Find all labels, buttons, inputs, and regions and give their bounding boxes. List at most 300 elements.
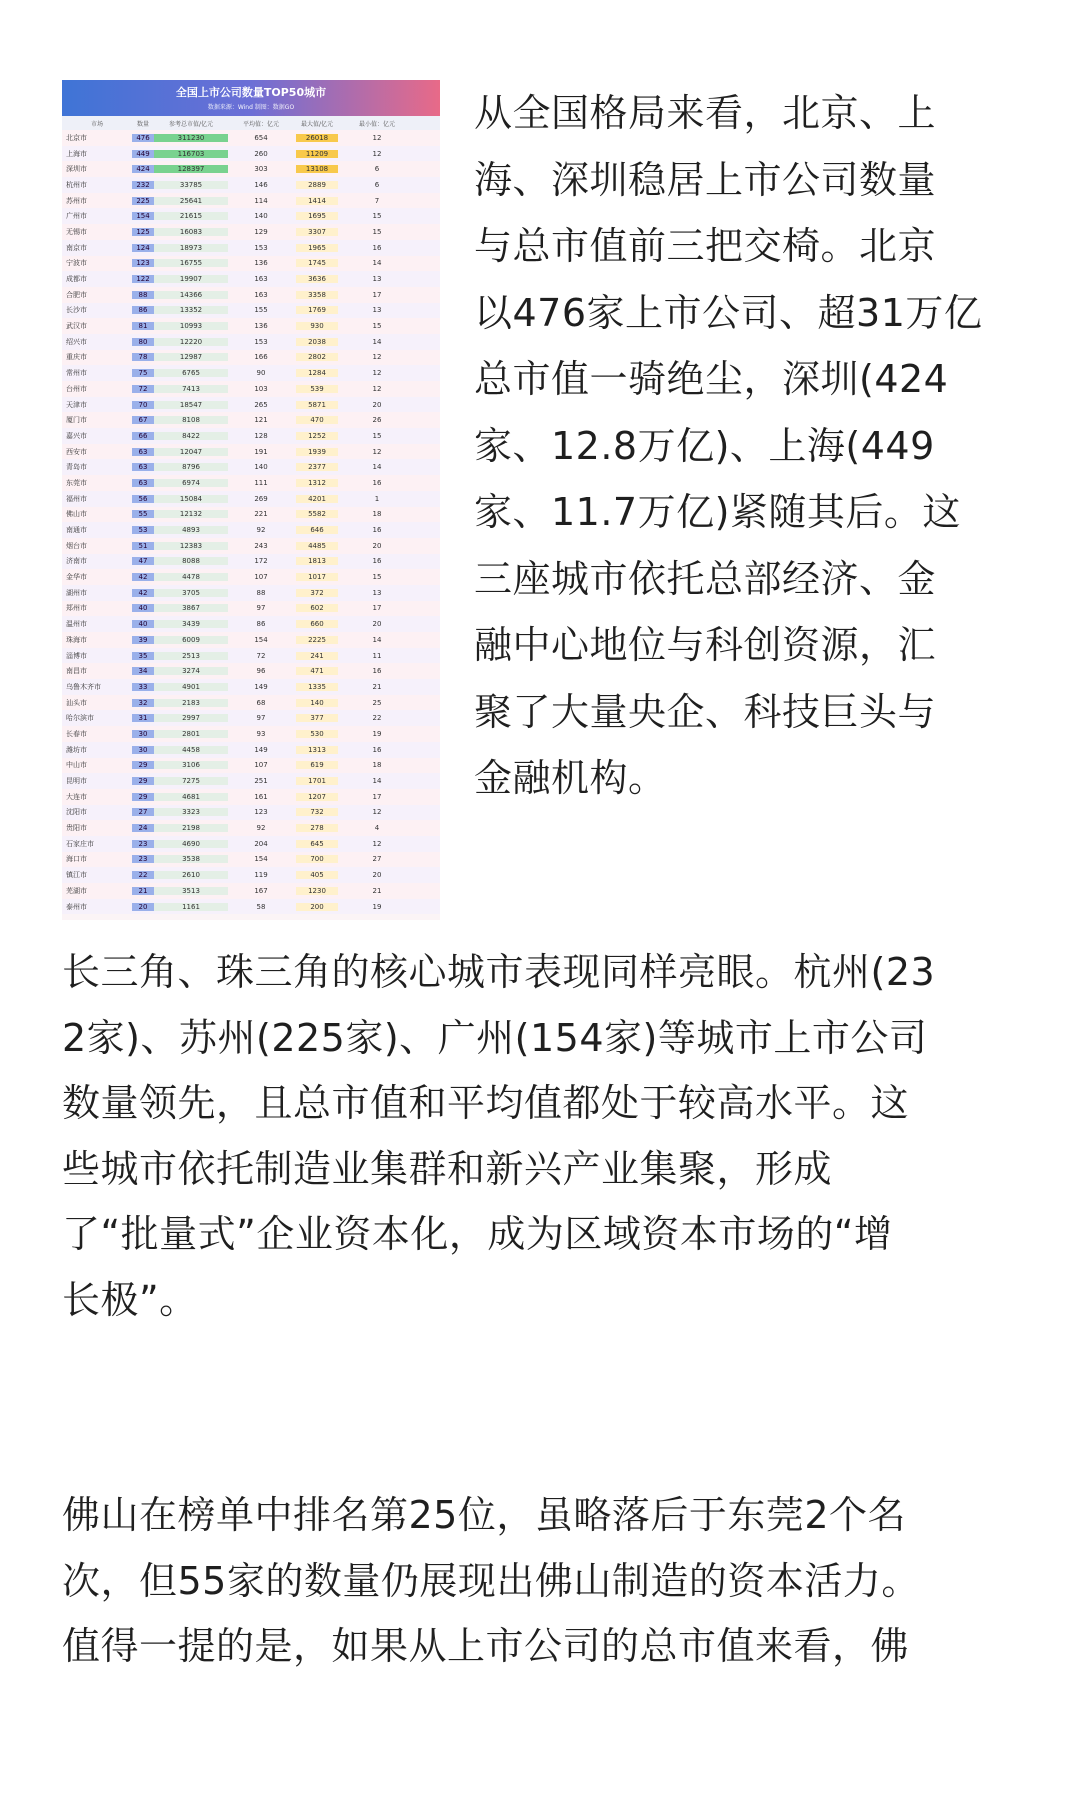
total-cap-cell: 2801 bbox=[154, 730, 228, 738]
min-cell: 12 bbox=[372, 369, 382, 378]
max-cell: 1745 bbox=[296, 259, 338, 267]
total-cap-cell: 3705 bbox=[154, 589, 228, 597]
average-cell: 154 bbox=[254, 855, 268, 864]
max-cell: 646 bbox=[296, 526, 338, 534]
city-cell: 杭州市 bbox=[66, 180, 87, 189]
city-cell: 东莞市 bbox=[66, 478, 87, 487]
city-cell: 珠海市 bbox=[66, 635, 87, 644]
count-cell: 476 bbox=[132, 134, 154, 142]
max-cell: 372 bbox=[296, 589, 338, 597]
average-cell: 303 bbox=[254, 165, 268, 174]
total-cap-cell: 311230 bbox=[154, 134, 228, 142]
table-row bbox=[62, 852, 440, 868]
table-subtitle: 数据来源：Wind 制图：数据GO bbox=[207, 104, 295, 111]
table-row bbox=[62, 569, 440, 585]
count-cell: 125 bbox=[132, 228, 154, 236]
average-cell: 140 bbox=[254, 463, 268, 472]
min-cell: 12 bbox=[372, 447, 382, 456]
average-cell: 167 bbox=[254, 886, 268, 895]
average-cell: 123 bbox=[254, 808, 268, 817]
total-cap-cell: 116703 bbox=[154, 150, 228, 158]
table-row bbox=[62, 726, 440, 742]
city-cell: 金华市 bbox=[66, 573, 87, 582]
total-cap-cell: 2610 bbox=[154, 871, 228, 879]
total-cap-cell: 19907 bbox=[154, 275, 228, 283]
total-cap-cell: 4901 bbox=[154, 683, 228, 691]
count-cell: 123 bbox=[132, 259, 154, 267]
text-line: 些城市依托制造业集群和新兴产业集聚，形成 bbox=[62, 1146, 833, 1191]
col-max: 最大值/亿元 bbox=[300, 120, 334, 128]
count-cell: 47 bbox=[132, 557, 154, 565]
max-cell: 377 bbox=[296, 714, 338, 722]
text-line: 金融机构。 bbox=[474, 756, 667, 800]
total-cap-cell: 6765 bbox=[154, 369, 228, 377]
city-cell: 北京市 bbox=[66, 133, 87, 142]
city-cell: 泰州市 bbox=[66, 902, 87, 911]
table-row bbox=[62, 883, 440, 899]
max-cell: 1335 bbox=[296, 683, 338, 691]
min-cell: 15 bbox=[372, 322, 382, 331]
total-cap-cell: 8796 bbox=[154, 463, 228, 471]
max-cell: 619 bbox=[296, 761, 338, 769]
table-row bbox=[62, 554, 440, 570]
count-cell: 78 bbox=[132, 353, 154, 361]
city-cell: 深圳市 bbox=[66, 165, 87, 174]
text-line: 家、11.7万亿)紧随其后。这 bbox=[474, 490, 961, 534]
average-cell: 163 bbox=[254, 275, 268, 284]
city-cell: 淄博市 bbox=[66, 651, 87, 660]
article-paragraph-3 bbox=[62, 1483, 1022, 1680]
table-row bbox=[62, 679, 440, 695]
city-cell: 上海市 bbox=[66, 149, 87, 158]
col-count: 数量 bbox=[136, 120, 149, 128]
city-cell: 石家庄市 bbox=[66, 839, 94, 848]
city-cell: 南通市 bbox=[66, 526, 87, 535]
average-cell: 243 bbox=[254, 541, 268, 550]
table-row bbox=[62, 193, 440, 209]
text-line: 海、深圳稳居上市公司数量 bbox=[474, 157, 937, 202]
average-cell: 163 bbox=[254, 290, 268, 299]
min-cell: 14 bbox=[372, 635, 382, 644]
max-cell: 930 bbox=[296, 322, 338, 330]
max-cell: 732 bbox=[296, 808, 338, 816]
average-cell: 153 bbox=[254, 243, 268, 252]
min-cell: 12 bbox=[372, 808, 382, 817]
text-line: 值得一提的是，如果从上市公司的总市值来看，佛 bbox=[62, 1624, 910, 1668]
max-cell: 241 bbox=[296, 652, 338, 660]
total-cap-cell: 12383 bbox=[154, 542, 228, 550]
table-row bbox=[62, 475, 440, 491]
max-cell: 1017 bbox=[296, 573, 338, 581]
table-row bbox=[62, 601, 440, 617]
average-cell: 221 bbox=[254, 510, 268, 519]
max-cell: 11209 bbox=[296, 150, 338, 158]
min-cell: 22 bbox=[372, 714, 382, 723]
max-cell: 660 bbox=[296, 620, 338, 628]
total-cap-cell: 7275 bbox=[154, 777, 228, 785]
average-cell: 119 bbox=[254, 871, 268, 880]
count-cell: 34 bbox=[132, 667, 154, 675]
max-cell: 1252 bbox=[296, 432, 338, 440]
average-cell: 114 bbox=[254, 196, 268, 205]
article-paragraph-1 bbox=[474, 80, 1022, 812]
city-cell: 湖州市 bbox=[66, 588, 87, 597]
top50-table-image bbox=[62, 80, 440, 920]
min-cell: 13 bbox=[372, 588, 382, 597]
table-row bbox=[62, 507, 440, 523]
min-cell: 6 bbox=[374, 180, 380, 189]
max-cell: 4485 bbox=[296, 542, 338, 550]
average-cell: 97 bbox=[256, 714, 266, 723]
max-cell: 2802 bbox=[296, 353, 338, 361]
max-cell: 5871 bbox=[296, 401, 338, 409]
count-cell: 23 bbox=[132, 840, 154, 848]
total-cap-cell: 18547 bbox=[154, 401, 228, 409]
city-cell: 济南市 bbox=[66, 557, 87, 566]
count-cell: 39 bbox=[132, 636, 154, 644]
table-row bbox=[62, 773, 440, 789]
min-cell: 14 bbox=[372, 463, 382, 472]
text-line: 次，但55家的数量仍展现出佛山制造的资本活力。 bbox=[62, 1558, 920, 1603]
min-cell: 16 bbox=[372, 478, 382, 487]
max-cell: 2225 bbox=[296, 636, 338, 644]
max-cell: 471 bbox=[296, 667, 338, 675]
max-cell: 1701 bbox=[296, 777, 338, 785]
city-cell: 无锡市 bbox=[66, 227, 87, 236]
table-row bbox=[62, 444, 440, 460]
total-cap-cell: 12047 bbox=[154, 448, 228, 456]
table-row bbox=[62, 334, 440, 350]
count-cell: 72 bbox=[132, 385, 154, 393]
city-cell: 宁波市 bbox=[66, 259, 87, 268]
total-cap-cell: 8108 bbox=[154, 416, 228, 424]
max-cell: 1695 bbox=[296, 212, 338, 220]
city-cell: 沈阳市 bbox=[66, 808, 87, 817]
total-cap-cell: 12132 bbox=[154, 510, 228, 518]
count-cell: 80 bbox=[132, 338, 154, 346]
min-cell: 7 bbox=[374, 196, 380, 205]
average-cell: 191 bbox=[254, 447, 268, 456]
text-line: 长三角、珠三角的核心城市表现同样亮眼。杭州(23 bbox=[62, 950, 936, 994]
average-cell: 103 bbox=[254, 384, 268, 393]
average-cell: 96 bbox=[256, 667, 266, 676]
col-min: 最小值：亿元 bbox=[358, 120, 395, 128]
total-cap-cell: 12220 bbox=[154, 338, 228, 346]
min-cell: 21 bbox=[372, 682, 382, 691]
table-row bbox=[62, 381, 440, 397]
table-row bbox=[62, 758, 440, 774]
count-cell: 30 bbox=[132, 746, 154, 754]
total-cap-cell: 4458 bbox=[154, 746, 228, 754]
city-cell: 哈尔滨市 bbox=[66, 714, 94, 723]
average-cell: 149 bbox=[254, 682, 268, 691]
table-row bbox=[62, 789, 440, 805]
text-line: 聚了大量央企、科技巨头与 bbox=[474, 689, 937, 734]
max-cell: 1312 bbox=[296, 479, 338, 487]
count-cell: 55 bbox=[132, 510, 154, 518]
city-cell: 合肥市 bbox=[66, 290, 87, 299]
total-cap-cell: 4893 bbox=[154, 526, 228, 534]
count-cell: 66 bbox=[132, 432, 154, 440]
average-cell: 154 bbox=[254, 635, 268, 644]
min-cell: 4 bbox=[374, 824, 380, 833]
total-cap-cell: 3274 bbox=[154, 667, 228, 675]
text-line: 佛山在榜单中排名第25位，虽略落后于东莞2个名 bbox=[62, 1493, 907, 1537]
total-cap-cell: 7413 bbox=[154, 385, 228, 393]
total-cap-cell: 128397 bbox=[154, 165, 228, 173]
city-cell: 常州市 bbox=[66, 369, 87, 378]
table-header-banner bbox=[62, 80, 440, 116]
count-cell: 33 bbox=[132, 683, 154, 691]
total-cap-cell: 3513 bbox=[154, 887, 228, 895]
total-cap-cell: 6974 bbox=[154, 479, 228, 487]
city-cell: 昆明市 bbox=[66, 777, 87, 786]
min-cell: 26 bbox=[372, 416, 382, 425]
city-cell: 绍兴市 bbox=[66, 337, 87, 346]
count-cell: 27 bbox=[132, 808, 154, 816]
count-cell: 449 bbox=[132, 150, 154, 158]
max-cell: 1414 bbox=[296, 197, 338, 205]
total-cap-cell: 2513 bbox=[154, 652, 228, 660]
min-cell: 12 bbox=[372, 839, 382, 848]
min-cell: 15 bbox=[372, 227, 382, 236]
table-row bbox=[62, 805, 440, 821]
average-cell: 204 bbox=[254, 839, 268, 848]
min-cell: 1 bbox=[374, 494, 380, 503]
max-cell: 1230 bbox=[296, 887, 338, 895]
total-cap-cell: 3323 bbox=[154, 808, 228, 816]
city-cell: 青岛市 bbox=[66, 463, 87, 472]
average-cell: 166 bbox=[254, 353, 268, 362]
city-cell: 温州市 bbox=[66, 620, 87, 629]
count-cell: 124 bbox=[132, 244, 154, 252]
total-cap-cell: 3106 bbox=[154, 761, 228, 769]
text-line: 三座城市依托总部经济、金 bbox=[474, 556, 937, 601]
min-cell: 13 bbox=[372, 306, 382, 315]
city-cell: 芜湖市 bbox=[66, 886, 87, 895]
city-cell: 南昌市 bbox=[66, 667, 87, 676]
max-cell: 2038 bbox=[296, 338, 338, 346]
min-cell: 14 bbox=[372, 777, 382, 786]
average-cell: 68 bbox=[256, 698, 266, 707]
max-cell: 1813 bbox=[296, 557, 338, 565]
max-cell: 1965 bbox=[296, 244, 338, 252]
count-cell: 22 bbox=[132, 871, 154, 879]
average-cell: 140 bbox=[254, 212, 268, 221]
average-cell: 58 bbox=[256, 902, 266, 911]
total-cap-cell: 18973 bbox=[154, 244, 228, 252]
text-line: 长极”。 bbox=[62, 1277, 198, 1322]
total-cap-cell: 15084 bbox=[154, 495, 228, 503]
city-cell: 大连市 bbox=[66, 792, 87, 801]
count-cell: 24 bbox=[132, 824, 154, 832]
min-cell: 20 bbox=[372, 541, 382, 550]
max-cell: 200 bbox=[296, 903, 338, 911]
text-line: 与总市值前三把交椅。北京 bbox=[474, 224, 937, 268]
table-row bbox=[62, 350, 440, 366]
count-cell: 35 bbox=[132, 652, 154, 660]
max-cell: 602 bbox=[296, 604, 338, 612]
min-cell: 16 bbox=[372, 745, 382, 754]
city-cell: 汕头市 bbox=[66, 698, 87, 707]
total-cap-cell: 4690 bbox=[154, 840, 228, 848]
count-cell: 30 bbox=[132, 730, 154, 738]
min-cell: 15 bbox=[372, 212, 382, 221]
text-line: 2家)、苏州(225家)、广州(154家)等城市上市公司 bbox=[62, 1015, 928, 1060]
min-cell: 16 bbox=[372, 243, 382, 252]
city-cell: 长沙市 bbox=[66, 306, 87, 315]
table-row bbox=[62, 836, 440, 852]
table-row bbox=[62, 632, 440, 648]
average-cell: 149 bbox=[254, 745, 268, 754]
total-cap-cell: 14366 bbox=[154, 291, 228, 299]
table-row bbox=[62, 365, 440, 381]
city-cell: 西安市 bbox=[66, 447, 87, 456]
total-cap-cell: 6009 bbox=[154, 636, 228, 644]
average-cell: 153 bbox=[254, 337, 268, 346]
city-cell: 天津市 bbox=[66, 400, 87, 409]
table-row bbox=[62, 899, 440, 915]
city-cell: 中山市 bbox=[66, 761, 87, 770]
min-cell: 15 bbox=[372, 431, 382, 440]
count-cell: 29 bbox=[132, 793, 154, 801]
min-cell: 15 bbox=[372, 573, 382, 582]
count-cell: 424 bbox=[132, 165, 154, 173]
total-cap-cell: 10993 bbox=[154, 322, 228, 330]
min-cell: 17 bbox=[372, 604, 382, 613]
count-cell: 225 bbox=[132, 197, 154, 205]
average-cell: 88 bbox=[256, 588, 266, 597]
count-cell: 29 bbox=[132, 761, 154, 769]
count-cell: 122 bbox=[132, 275, 154, 283]
table-row bbox=[62, 648, 440, 664]
count-cell: 51 bbox=[132, 542, 154, 550]
table-row bbox=[62, 224, 440, 240]
count-cell: 75 bbox=[132, 369, 154, 377]
count-cell: 29 bbox=[132, 777, 154, 785]
average-cell: 107 bbox=[254, 761, 268, 770]
max-cell: 3307 bbox=[296, 228, 338, 236]
top-section bbox=[62, 80, 1022, 920]
table-row bbox=[62, 695, 440, 711]
min-cell: 21 bbox=[372, 886, 382, 895]
min-cell: 18 bbox=[372, 510, 382, 519]
col-total-cap: 参考总市值/亿元 bbox=[168, 120, 214, 128]
max-cell: 1769 bbox=[296, 306, 338, 314]
average-cell: 136 bbox=[254, 322, 268, 331]
total-cap-cell: 12987 bbox=[154, 353, 228, 361]
table-row bbox=[62, 742, 440, 758]
count-cell: 21 bbox=[132, 887, 154, 895]
min-cell: 16 bbox=[372, 526, 382, 535]
count-cell: 70 bbox=[132, 401, 154, 409]
max-cell: 4201 bbox=[296, 495, 338, 503]
total-cap-cell: 16083 bbox=[154, 228, 228, 236]
max-cell: 278 bbox=[296, 824, 338, 832]
city-cell: 潍坊市 bbox=[66, 745, 87, 754]
count-cell: 88 bbox=[132, 291, 154, 299]
total-cap-cell: 8088 bbox=[154, 557, 228, 565]
max-cell: 140 bbox=[296, 699, 338, 707]
city-cell: 南京市 bbox=[66, 243, 87, 252]
min-cell: 20 bbox=[372, 871, 382, 880]
total-cap-cell: 2997 bbox=[154, 714, 228, 722]
count-cell: 42 bbox=[132, 589, 154, 597]
average-cell: 111 bbox=[254, 478, 268, 487]
table-row bbox=[62, 412, 440, 428]
average-cell: 121 bbox=[254, 416, 268, 425]
table-row bbox=[62, 146, 440, 162]
table-row bbox=[62, 522, 440, 538]
count-cell: 86 bbox=[132, 306, 154, 314]
city-cell: 厦门市 bbox=[66, 416, 87, 425]
max-cell: 3636 bbox=[296, 275, 338, 283]
max-cell: 645 bbox=[296, 840, 338, 848]
max-cell: 1313 bbox=[296, 746, 338, 754]
min-cell: 13 bbox=[372, 275, 382, 284]
table-row bbox=[62, 459, 440, 475]
max-cell: 1284 bbox=[296, 369, 338, 377]
city-cell: 苏州市 bbox=[66, 196, 87, 205]
total-cap-cell: 3867 bbox=[154, 604, 228, 612]
max-cell: 1939 bbox=[296, 448, 338, 456]
min-cell: 16 bbox=[372, 557, 382, 566]
city-cell: 佛山市 bbox=[66, 510, 87, 519]
text-line: 数量领先，且总市值和平均值都处于较高水平。这 bbox=[62, 1081, 910, 1125]
min-cell: 20 bbox=[372, 620, 382, 629]
count-cell: 67 bbox=[132, 416, 154, 424]
table-body bbox=[62, 130, 440, 914]
total-cap-cell: 21615 bbox=[154, 212, 228, 220]
text-line: 融中心地位与科创资源，汇 bbox=[474, 623, 937, 667]
table-row bbox=[62, 820, 440, 836]
text-line: 总市值一骑绝尘，深圳(424 bbox=[474, 357, 949, 401]
city-cell: 台州市 bbox=[66, 384, 87, 393]
city-cell: 广州市 bbox=[66, 212, 87, 221]
average-cell: 129 bbox=[254, 227, 268, 236]
text-line: 从全国格局来看，北京、上 bbox=[474, 91, 937, 135]
table-row bbox=[62, 538, 440, 554]
col-city: 市场 bbox=[90, 120, 103, 128]
count-cell: 232 bbox=[132, 181, 154, 189]
table-row bbox=[62, 428, 440, 444]
average-cell: 654 bbox=[254, 133, 268, 142]
min-cell: 14 bbox=[372, 337, 382, 346]
min-cell: 27 bbox=[372, 855, 382, 864]
max-cell: 470 bbox=[296, 416, 338, 424]
average-cell: 161 bbox=[254, 792, 268, 801]
total-cap-cell: 8422 bbox=[154, 432, 228, 440]
total-cap-cell: 4478 bbox=[154, 573, 228, 581]
min-cell: 12 bbox=[372, 149, 382, 158]
average-cell: 251 bbox=[254, 777, 268, 786]
total-cap-cell: 3439 bbox=[154, 620, 228, 628]
average-cell: 97 bbox=[256, 604, 266, 613]
city-cell: 乌鲁木齐市 bbox=[66, 682, 101, 691]
table-row bbox=[62, 240, 440, 256]
table-row bbox=[62, 177, 440, 193]
count-cell: 63 bbox=[132, 479, 154, 487]
table-row bbox=[62, 616, 440, 632]
city-cell: 重庆市 bbox=[66, 353, 87, 362]
average-cell: 107 bbox=[254, 573, 268, 582]
city-cell: 镇江市 bbox=[66, 871, 87, 880]
count-cell: 40 bbox=[132, 620, 154, 628]
table-row bbox=[62, 256, 440, 272]
max-cell: 530 bbox=[296, 730, 338, 738]
min-cell: 12 bbox=[372, 384, 382, 393]
count-cell: 23 bbox=[132, 855, 154, 863]
